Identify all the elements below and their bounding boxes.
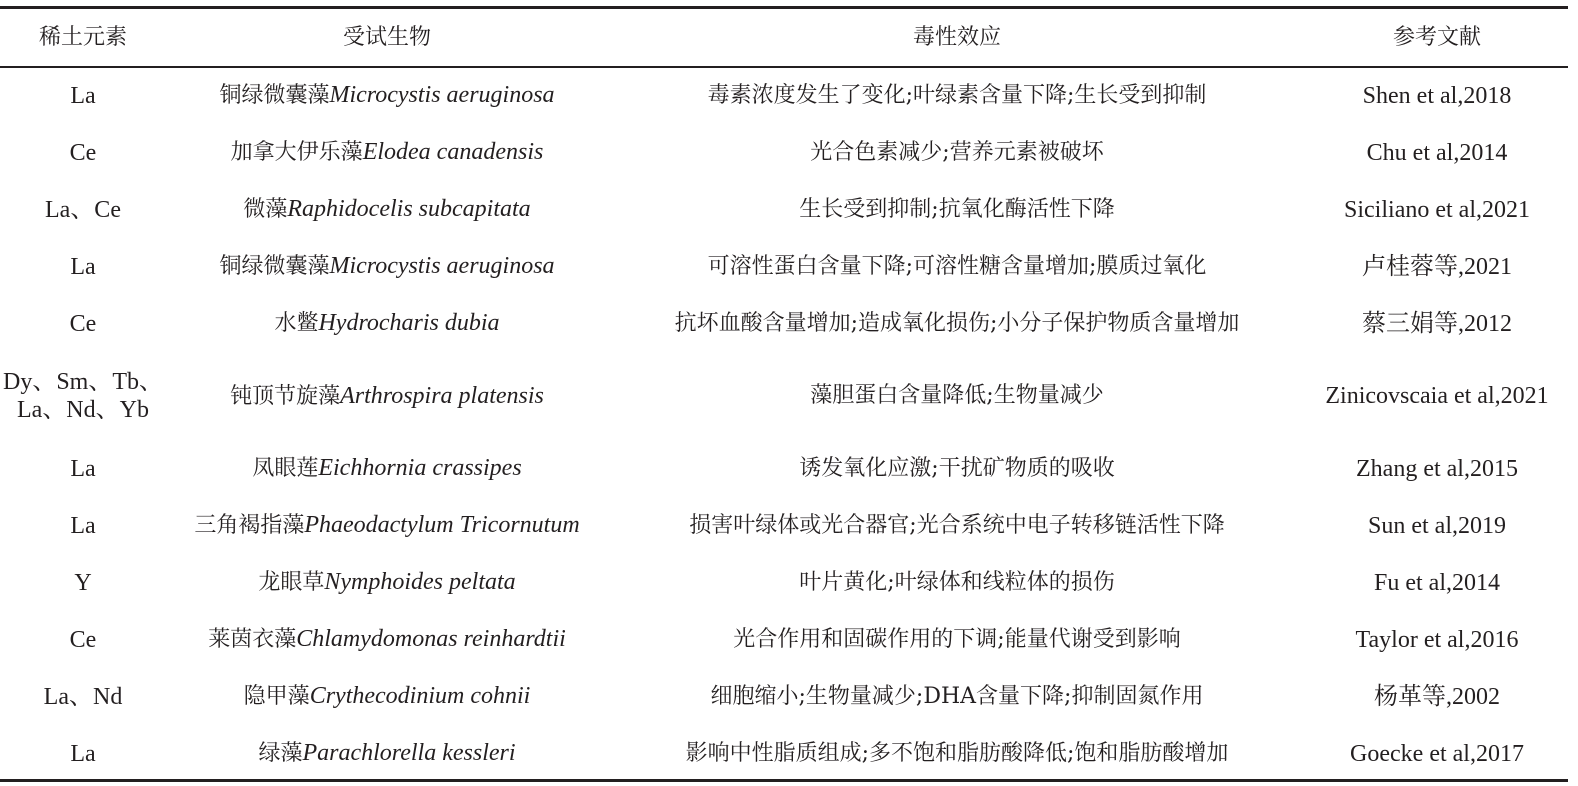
cell-reference: Sun et al,2019 — [1368, 512, 1506, 539]
element-line: Dy、Sm、Tb、 — [2, 369, 163, 395]
cell-reference: 杨革等,2002 — [1374, 683, 1500, 710]
organism-cn: 绿藻 — [258, 741, 303, 766]
table-row — [0, 668, 1568, 725]
cell-element: La、Ce — [45, 196, 121, 223]
cell-reference: Goecke et al,2017 — [1350, 740, 1524, 767]
cell-organism — [166, 295, 608, 352]
element-line: La、Nd、Yb — [17, 397, 149, 423]
cell-effect: 细胞缩小;生物量减少;DHA含量下降;抑制固氮作用 — [710, 683, 1204, 709]
table-row — [0, 352, 1568, 440]
cell-effect: 生长受到抑制;抗氧化酶活性下降 — [799, 196, 1115, 222]
table-row — [0, 238, 1568, 295]
cell-element: La — [70, 740, 96, 767]
table-row — [0, 181, 1568, 238]
table-row — [0, 725, 1568, 782]
cell-organism — [166, 124, 608, 181]
organism-cn: 莱茵衣藻 — [208, 627, 297, 652]
cell-effect: 光合色素减少;营养元素被破坏 — [810, 139, 1104, 165]
organism-sci: Eichhornia crassipes — [318, 455, 522, 481]
organism-sci: Microcystis aeruginosa — [329, 253, 555, 279]
cell-reference: Zhang et al,2015 — [1356, 455, 1518, 482]
rare-earth-toxicity-table — [0, 9, 1568, 782]
organism-sci: Crythecodinium cohnii — [309, 683, 531, 709]
cell-element: La — [70, 455, 96, 482]
organism-cn: 加拿大伊乐藻 — [230, 140, 363, 165]
cell-organism — [166, 66, 608, 124]
cell-reference: Siciliano et al,2021 — [1344, 196, 1530, 223]
cell-organism — [166, 181, 608, 238]
organism-cn: 微藻 — [243, 197, 288, 222]
organism-cn: 凤眼莲 — [252, 456, 319, 481]
organism-cn: 铜绿微囊藻 — [219, 83, 330, 108]
cell-reference: Fu et al,2014 — [1374, 569, 1500, 596]
cell-effect: 毒素浓度发生了变化;叶绿素含量下降;生长受到抑制 — [707, 82, 1207, 108]
organism-cn: 钝顶节旋藻 — [230, 383, 341, 409]
cell-element: La、Nd — [43, 683, 123, 710]
cell-element — [0, 352, 166, 440]
table-row — [0, 554, 1568, 611]
organism-sci: Elodea canadensis — [362, 139, 544, 165]
cell-organism — [166, 497, 608, 554]
cell-effect: 损害叶绿体或光合器官;光合系统中电子转移链活性下降 — [689, 512, 1225, 538]
cell-reference: 蔡三娟等,2012 — [1362, 310, 1512, 337]
cell-reference: Chu et al,2014 — [1366, 139, 1508, 166]
header-organism: 受试生物 — [342, 24, 431, 50]
cell-organism — [166, 352, 608, 440]
header-effect: 毒性效应 — [912, 24, 1001, 50]
organism-sci: Nymphoides peltata — [324, 569, 516, 595]
cell-organism — [166, 238, 608, 295]
organism-cn: 隐甲藻 — [243, 684, 310, 709]
header-reference: 参考文献 — [1392, 24, 1481, 50]
header-row — [0, 9, 1568, 66]
table-header — [0, 9, 1568, 66]
cell-reference: 卢桂蓉等,2021 — [1362, 253, 1512, 280]
cell-element: Ce — [69, 626, 97, 653]
cell-effect: 诱发氧化应激;干扰矿物质的吸收 — [799, 455, 1115, 481]
cell-effect: 可溶性蛋白含量下降;可溶性糖含量增加;膜质过氧化 — [707, 253, 1207, 279]
table-body — [0, 66, 1568, 782]
cell-element: La — [70, 253, 96, 280]
organism-cn: 铜绿微囊藻 — [219, 254, 330, 279]
organism-sci: Chlamydomonas reinhardtii — [296, 626, 566, 652]
cell-organism — [166, 554, 608, 611]
organism-cn: 三角褐指藻 — [194, 513, 305, 538]
organism-sci: Arthrospira platensis — [340, 382, 544, 409]
cell-reference: Shen et al,2018 — [1362, 82, 1512, 109]
cell-element: Ce — [69, 139, 97, 166]
organism-cn: 龙眼草 — [258, 570, 325, 595]
organism-sci: Hydrocharis dubia — [318, 310, 500, 336]
cell-effect: 藻胆蛋白含量降低;生物量减少 — [810, 383, 1104, 408]
table-row — [0, 440, 1568, 497]
table-row — [0, 66, 1568, 124]
table-row — [0, 124, 1568, 181]
cell-effect: 光合作用和固碳作用的下调;能量代谢受到影响 — [733, 626, 1181, 652]
cell-effect: 抗坏血酸含量增加;造成氧化损伤;小分子保护物质含量增加 — [674, 310, 1240, 336]
cell-reference: Zinicovscaia et al,2021 — [1325, 383, 1549, 409]
cell-organism — [166, 440, 608, 497]
cell-organism — [166, 668, 608, 725]
header-element: 稀土元素 — [38, 24, 127, 50]
cell-element: Y — [74, 569, 92, 596]
organism-sci: Raphidocelis subcapitata — [287, 196, 531, 222]
cell-effect: 影响中性脂质组成;多不饱和脂肪酸降低;饱和脂肪酸增加 — [685, 740, 1229, 766]
cell-element: La — [70, 512, 96, 539]
cell-organism — [166, 725, 608, 782]
organism-sci: Phaeodactylum Tricornutum — [304, 512, 580, 538]
cell-effect: 叶片黄化;叶绿体和线粒体的损伤 — [799, 569, 1115, 595]
organism-sci: Parachlorella kessleri — [302, 740, 516, 766]
table-row — [0, 497, 1568, 554]
cell-organism — [166, 611, 608, 668]
cell-element: Ce — [69, 310, 97, 337]
cell-reference: Taylor et al,2016 — [1355, 626, 1519, 653]
table-row — [0, 295, 1568, 352]
organism-sci: Microcystis aeruginosa — [329, 82, 555, 108]
cell-element: La — [70, 82, 96, 109]
organism-cn: 水鳖 — [274, 311, 319, 336]
table-row — [0, 611, 1568, 668]
